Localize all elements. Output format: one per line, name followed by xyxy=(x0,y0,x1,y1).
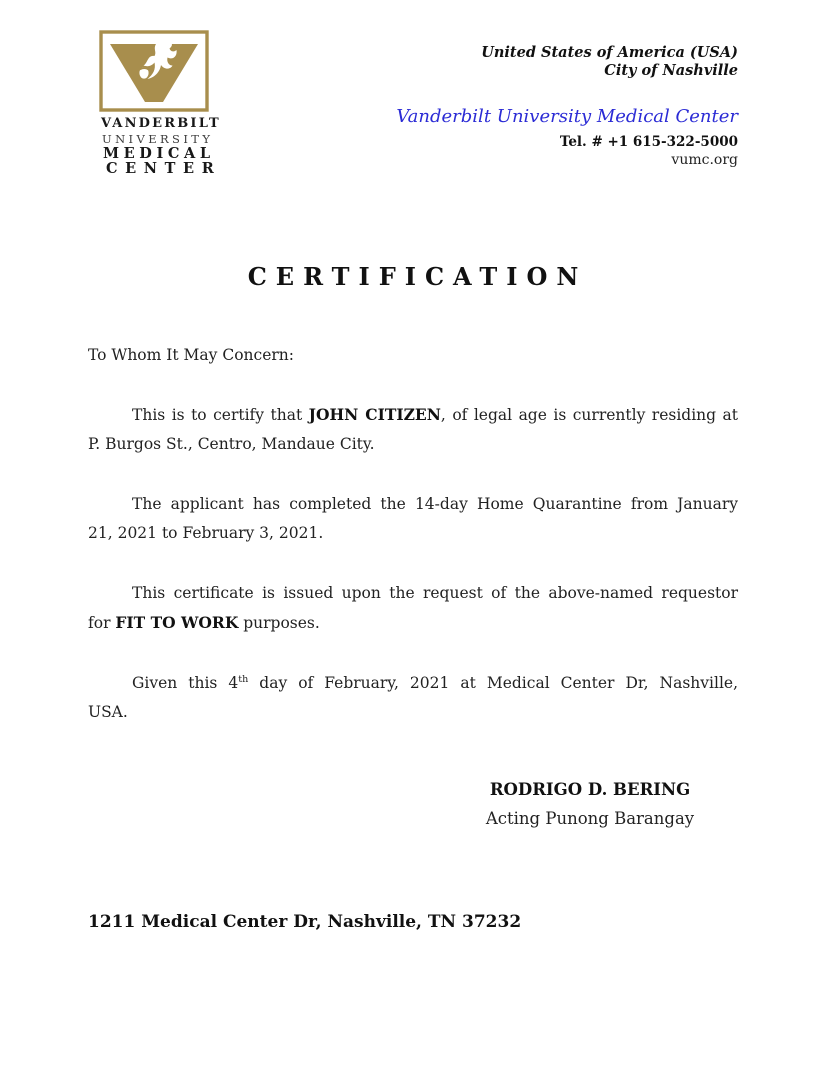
paragraph-line: 21, 2021 to February 3, 2021. xyxy=(88,524,324,542)
body-paragraph xyxy=(88,579,738,638)
certificate-body xyxy=(88,341,738,758)
signatory-title: Acting Punong Barangay xyxy=(485,809,695,828)
paragraph-line: This is to certify that JOHN CITIZEN, of legal age is currently residing at xyxy=(132,405,739,424)
body-paragraph xyxy=(88,400,738,459)
city-line: City of Nashville xyxy=(604,62,738,79)
paragraph-line: Given this 4th day of February, 2021 at Medical Center Dr, Nashville, xyxy=(132,673,738,692)
telephone-line: Tel. # +1 615-322-5000 xyxy=(559,134,738,150)
wordmark-line: UNIVERSITY xyxy=(102,131,214,146)
wordmark-line: MEDICAL xyxy=(103,145,215,162)
signatory-name: RODRIGO D. BERING xyxy=(489,780,691,799)
paragraph-line: USA. xyxy=(88,703,128,721)
wordmark-line: VANDERBILT xyxy=(101,116,221,131)
signature-block xyxy=(440,775,740,833)
paragraph-line: The applicant has completed the 14-day Home Quarantine from January xyxy=(132,495,738,513)
body-paragraphs xyxy=(88,400,738,727)
paragraph-line: for FIT TO WORK purposes. xyxy=(88,613,320,632)
letterhead-right xyxy=(396,44,738,169)
vumc-logo-block xyxy=(99,30,222,177)
website-line: vumc.org xyxy=(671,152,738,168)
paragraph-line: This certificate is issued upon the request of the above-named requestor xyxy=(132,584,738,602)
organization-name: Vanderbilt University Medical Center xyxy=(396,106,738,127)
body-paragraph xyxy=(88,669,738,727)
vanderbilt-v-logo-icon xyxy=(99,30,209,112)
vumc-wordmark xyxy=(99,116,222,177)
country-line: United States of America (USA) xyxy=(481,44,738,61)
wordmark-line: CENTER xyxy=(106,160,222,177)
footer-address: 1211 Medical Center Dr, Nashville, TN 37232 xyxy=(88,912,522,932)
paragraph-line: P. Burgos St., Centro, Mandaue City. xyxy=(88,435,375,453)
body-paragraph xyxy=(88,490,738,548)
salutation: To Whom It May Concern: xyxy=(88,346,294,364)
certificate-title: CERTIFICATION xyxy=(247,262,588,291)
